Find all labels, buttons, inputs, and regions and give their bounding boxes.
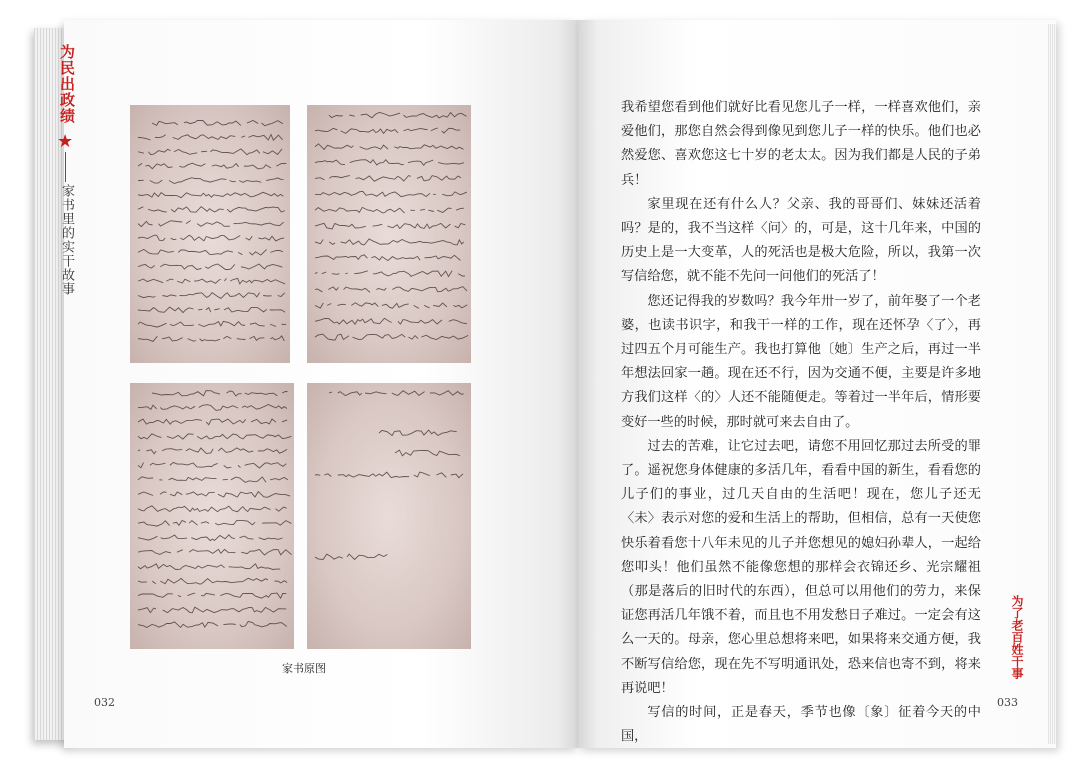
handwriting-line — [315, 287, 467, 293]
handwriting-line — [138, 578, 287, 584]
handwriting-icon — [307, 383, 471, 649]
handwriting-line — [315, 303, 467, 309]
title-divider — [65, 152, 66, 182]
right-page-edges — [1048, 24, 1056, 744]
handwriting-line — [152, 391, 288, 396]
handwriting-line — [315, 255, 467, 261]
handwriting-line — [315, 207, 464, 213]
handwriting-line — [138, 207, 285, 213]
handwriting-line — [315, 271, 465, 277]
handwriting-line — [315, 472, 463, 478]
handwriting-line — [138, 249, 283, 255]
handwriting-line — [138, 135, 283, 141]
handwriting-line — [138, 321, 286, 327]
handwriting-line — [138, 221, 284, 227]
handwriting-line — [138, 149, 282, 155]
handwriting-line — [315, 554, 392, 559]
handwriting-line — [138, 506, 291, 512]
handwriting-line — [138, 278, 285, 284]
handwriting-line — [138, 607, 286, 613]
paragraph: 家里现在还有什么人？父亲、我的哥哥们、妹妹还活着吗？是的，我不当这样〈问〉的，可是，这十几年来，中国的历史上是一大变革，人的死活也是极大危险，所以，我第一次写信给您，就不能不先问一问他们的死活了！ — [621, 196, 981, 285]
handwriting-line — [315, 334, 468, 340]
handwriting-line — [138, 163, 286, 169]
handwriting-line — [315, 144, 464, 150]
handwriting-line — [329, 391, 464, 396]
handwriting-icon — [307, 105, 471, 363]
handwriting-line — [315, 191, 467, 196]
letter-photo-4 — [307, 383, 471, 649]
handwriting-line — [138, 307, 285, 313]
paragraph: 写信的时间，正是春天，季节也像〔象〕征着今天的中国， — [621, 705, 981, 745]
paragraph: 您还记得我的岁数吗？我今年卅一岁了，前年娶了一个老婆，也读书识字，和我干一样的工作，现在还怀孕〈了〉，再过四五个月可能生产。我也打算他〔她〕生产之后，再过一半年想法回家一趟。现在还不行，因为交通不便，主要是许多地方我们这样〈的〉人还不能随便走。等着过一半年后，情形要变好一些的时候，那时就可来去自由了。 — [621, 293, 981, 430]
letter-photo-3 — [130, 383, 294, 649]
paragraph: 过去的苦难，让它过去吧，请您不用回忆那过去所受的罪了。遥祝您身体健康的多活几年，看看中国的新生，看看您的儿子们的事业，过几天自由的生活吧！现在，您儿子还无〈未〉表示对您的爱和生活上的帮助，但相信，总有一天使您快乐着看您十八年未见的儿子并您想见的媳妇孙辈人，一起给您叩头！他们虽然不能像您想的那样会衣锦还乡、光宗耀祖（那是落后的旧时代的东西），但总可以用他们的劳力，来保证您再活几年饿不着，而且也不用发愁日子难过。一定会有这么一天的。母亲，您心里总想将来吧，如果将来交通方便，我不断写信给您，现在先不写明通讯处，恐来信也寄不到，将来再说吧！ — [621, 438, 981, 696]
signature-line — [395, 450, 460, 456]
handwriting-line — [315, 239, 464, 245]
series-title: 为民出政绩 — [58, 44, 76, 124]
handwriting-line — [315, 176, 466, 182]
handwriting-line — [138, 293, 285, 299]
book-subtitle: 家书里的实干故事 — [59, 184, 74, 296]
handwriting-line — [329, 112, 467, 118]
handwriting-line — [138, 448, 287, 454]
star-icon: ★ — [57, 131, 74, 152]
handwriting-line — [138, 336, 284, 342]
handwriting-line — [138, 492, 290, 498]
handwriting-line — [152, 120, 289, 125]
handwriting-line — [138, 419, 287, 425]
handwriting-line — [315, 223, 470, 229]
handwriting-icon — [130, 105, 290, 363]
paragraph: 我希望您看到他们就好比看见您儿子一样，一样喜欢他们，亲爱他们，那您自然会得到像见到您儿子一样的快乐。他们也必然爱您、喜欢您这七十岁的老太太。因为我们都是人民的子弟兵！ — [621, 100, 981, 188]
handwriting-line — [138, 434, 291, 439]
handwriting-line — [138, 593, 286, 598]
page-number-right: 033 — [997, 696, 1018, 709]
handwriting-line — [315, 318, 467, 324]
handwriting-line — [138, 477, 288, 483]
handwriting-line — [138, 405, 287, 411]
handwriting-line — [138, 622, 291, 628]
handwriting-line — [138, 549, 292, 555]
handwriting-line — [138, 178, 284, 184]
handwriting-line — [138, 192, 283, 197]
letter-photo-2 — [307, 105, 471, 363]
photo-caption: 家书原图 — [282, 662, 326, 675]
handwriting-line — [138, 462, 292, 468]
handwriting-line — [138, 235, 284, 241]
letter-transcript — [621, 96, 981, 749]
handwriting-line — [138, 264, 282, 270]
handwriting-line — [138, 535, 289, 541]
handwriting-line — [138, 564, 287, 570]
page-number-left: 032 — [94, 696, 115, 709]
handwriting-icon — [130, 383, 294, 649]
letter-photo-1 — [130, 105, 290, 363]
side-title: 为了老百姓干事 — [1010, 595, 1024, 679]
handwriting-line — [315, 160, 464, 166]
handwriting-line — [315, 128, 466, 133]
handwriting-line — [138, 520, 292, 526]
signature-line — [379, 430, 457, 436]
